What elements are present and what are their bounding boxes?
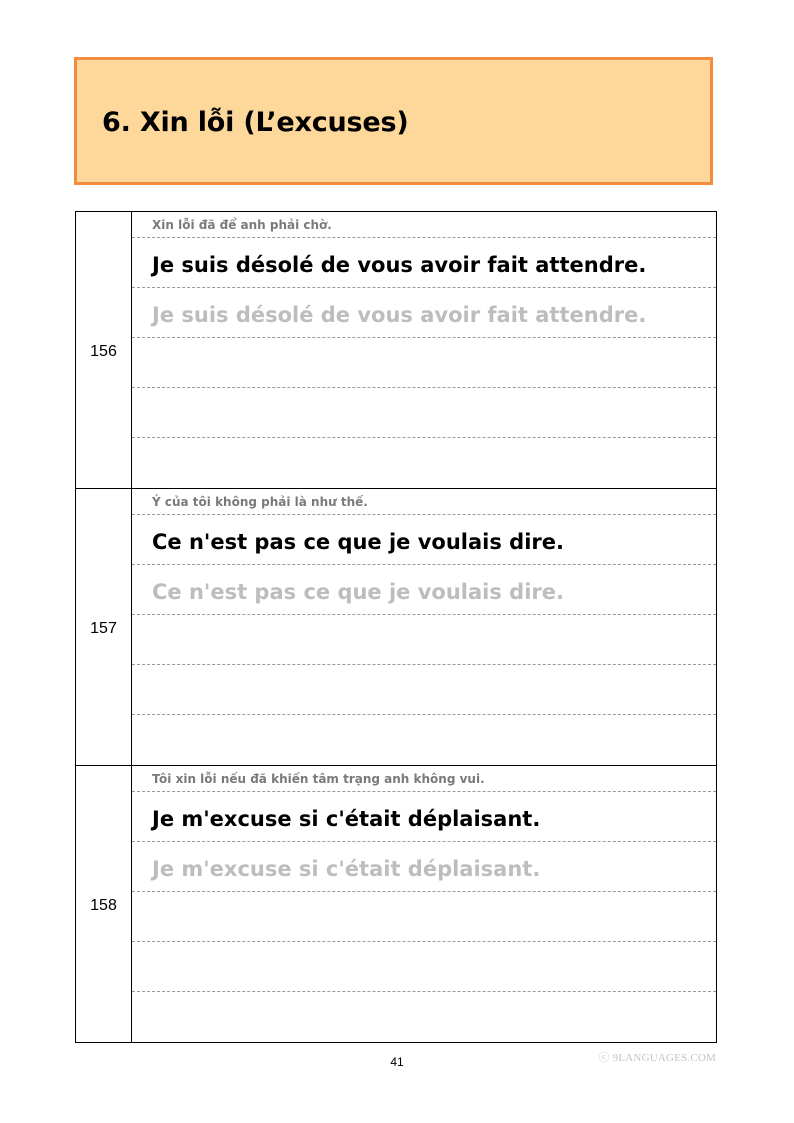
blank-writing-line (132, 338, 716, 388)
vietnamese-hint: Xin lỗi đã để anh phải chờ. (152, 218, 332, 232)
hint-row (132, 766, 716, 792)
french-sentence: Je suis désolé de vous avoir fait attendre. (152, 253, 647, 277)
blank-writing-line (132, 665, 716, 715)
practice-entry (75, 489, 717, 766)
writing-lines (132, 766, 716, 1042)
vietnamese-hint: Ý của tôi không phải là như thế. (152, 495, 368, 509)
hint-row (132, 489, 716, 515)
blank-writing-line (132, 615, 716, 665)
trace-row (132, 842, 716, 892)
practice-entry (75, 766, 717, 1043)
french-sentence: Je m'excuse si c'était déplaisant. (152, 807, 541, 831)
blank-writing-line (132, 715, 716, 765)
blank-writing-line (132, 942, 716, 992)
vietnamese-hint: Tôi xin lỗi nếu đã khiến tâm trạng anh không vui. (152, 772, 485, 786)
hint-row (132, 212, 716, 238)
copyright-watermark: ⓒ 9LANGUAGES.COM (598, 1052, 716, 1064)
blank-writing-line (132, 992, 716, 1042)
trace-sentence: Ce n'est pas ce que je voulais dire. (152, 580, 564, 604)
section-title: 6. Xin lỗi (L’excuses) (102, 107, 409, 138)
sentence-row (132, 238, 716, 288)
trace-sentence: Je m'excuse si c'était déplaisant. (152, 857, 541, 881)
practice-entry (75, 212, 717, 489)
writing-lines (132, 489, 716, 765)
page-number: 41 (390, 1055, 404, 1069)
entry-number: 158 (90, 897, 117, 914)
sentence-row (132, 515, 716, 565)
trace-row (132, 288, 716, 338)
sentence-row (132, 792, 716, 842)
writing-lines (132, 212, 716, 488)
blank-writing-line (132, 438, 716, 488)
section-header (74, 57, 713, 185)
practice-table (75, 211, 717, 1043)
french-sentence: Ce n'est pas ce que je voulais dire. (152, 530, 564, 554)
entry-number-cell (76, 489, 132, 765)
entry-number: 156 (90, 343, 117, 360)
entry-number: 157 (90, 620, 117, 637)
trace-sentence: Je suis désolé de vous avoir fait attendre. (152, 303, 647, 327)
blank-writing-line (132, 388, 716, 438)
trace-row (132, 565, 716, 615)
blank-writing-line (132, 892, 716, 942)
entry-number-cell (76, 212, 132, 488)
entry-number-cell (76, 766, 132, 1042)
